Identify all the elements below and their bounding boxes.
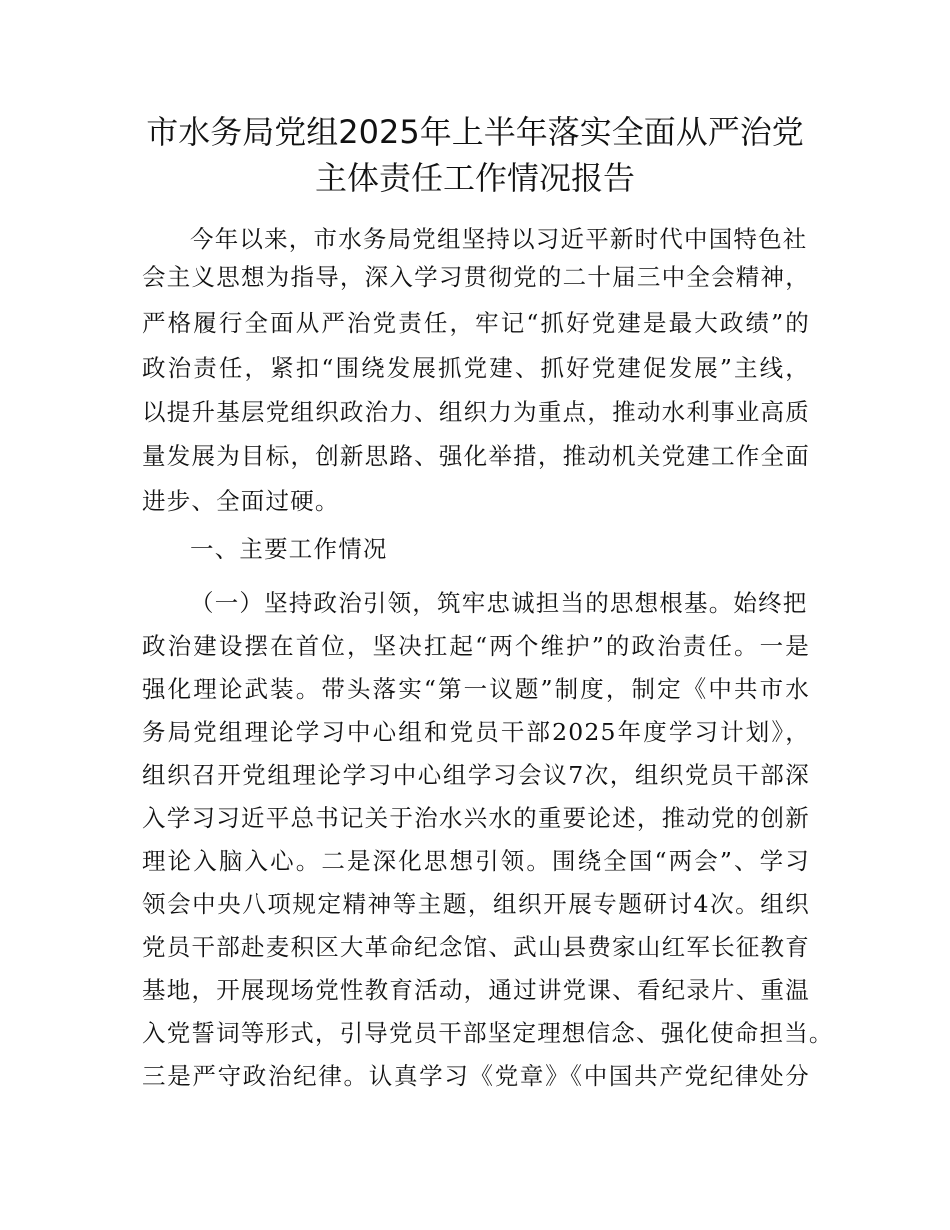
intro-line-4: 政治责任，紧扣“围绕发展抓党建、抓好党建促发展”主线， [142,354,810,382]
section1-line-5: 组织召开党组理论学习中心组学习会议7次，组织党员干部深 [142,761,810,789]
intro-line-3: 严格履行全面从严治党责任，牢记“抓好党建是最大政绩”的 [142,309,810,337]
section1-line-3: 强化理论武装。带头落实“第一议题”制度，制定《中共市水 [142,675,810,703]
intro-line-7: 进步、全面过硬。 [142,487,340,515]
intro-line-1: 今年以来，市水务局党组坚持以习近平新时代中国特色社 [190,225,808,253]
section1-line-6: 入学习习近平总书记关于治水兴水的重要论述，推动党的创新 [142,804,810,832]
section1-line-11: 入党誓词等形式，引导党员干部坚定理想信念、强化使命担当。 [142,1019,834,1047]
section1-line-9: 党员干部赴麦积区大革命纪念馆、武山县费家山红军长征教育 [142,933,810,961]
intro-line-6: 量发展为目标，创新思路、强化举措，推动机关党建工作全面 [142,442,810,470]
section1-line-8: 领会中央八项规定精神等主题，组织开展专题研讨4次。组织 [142,890,810,918]
section1-line-7: 理论入脑入心。二是深化思想引领。围绕全国“两会”、学习 [142,847,810,875]
section1-line-12: 三是严守政治纪律。认真学习《党章》《中国共产党纪律处分 [142,1062,810,1090]
section1-line-10: 基地，开展现场党性教育活动，通过讲党课、看纪录片、重温 [142,976,810,1004]
section1-line-2: 政治建设摆在首位，坚决扛起“两个维护”的政治责任。一是 [142,632,810,660]
report-title-line-1: 市水务局党组2025年上半年落实全面从严治党 [146,113,804,151]
report-title-line-2: 主体责任工作情况报告 [314,159,635,197]
intro-line-2: 会主义思想为指导，深入学习贯彻党的二十届三中全会精神， [142,263,810,291]
intro-line-5: 以提升基层党组织政治力、组织力为重点，推动水利事业高质 [142,398,810,426]
section1-line-1: （一）坚持政治引领，筑牢忠诚担当的思想根基。始终把 [190,589,808,617]
section-heading: 一、主要工作情况 [190,535,388,563]
section1-line-4: 务局党组理论学习中心组和党员干部2025年度学习计划》， [142,718,810,746]
